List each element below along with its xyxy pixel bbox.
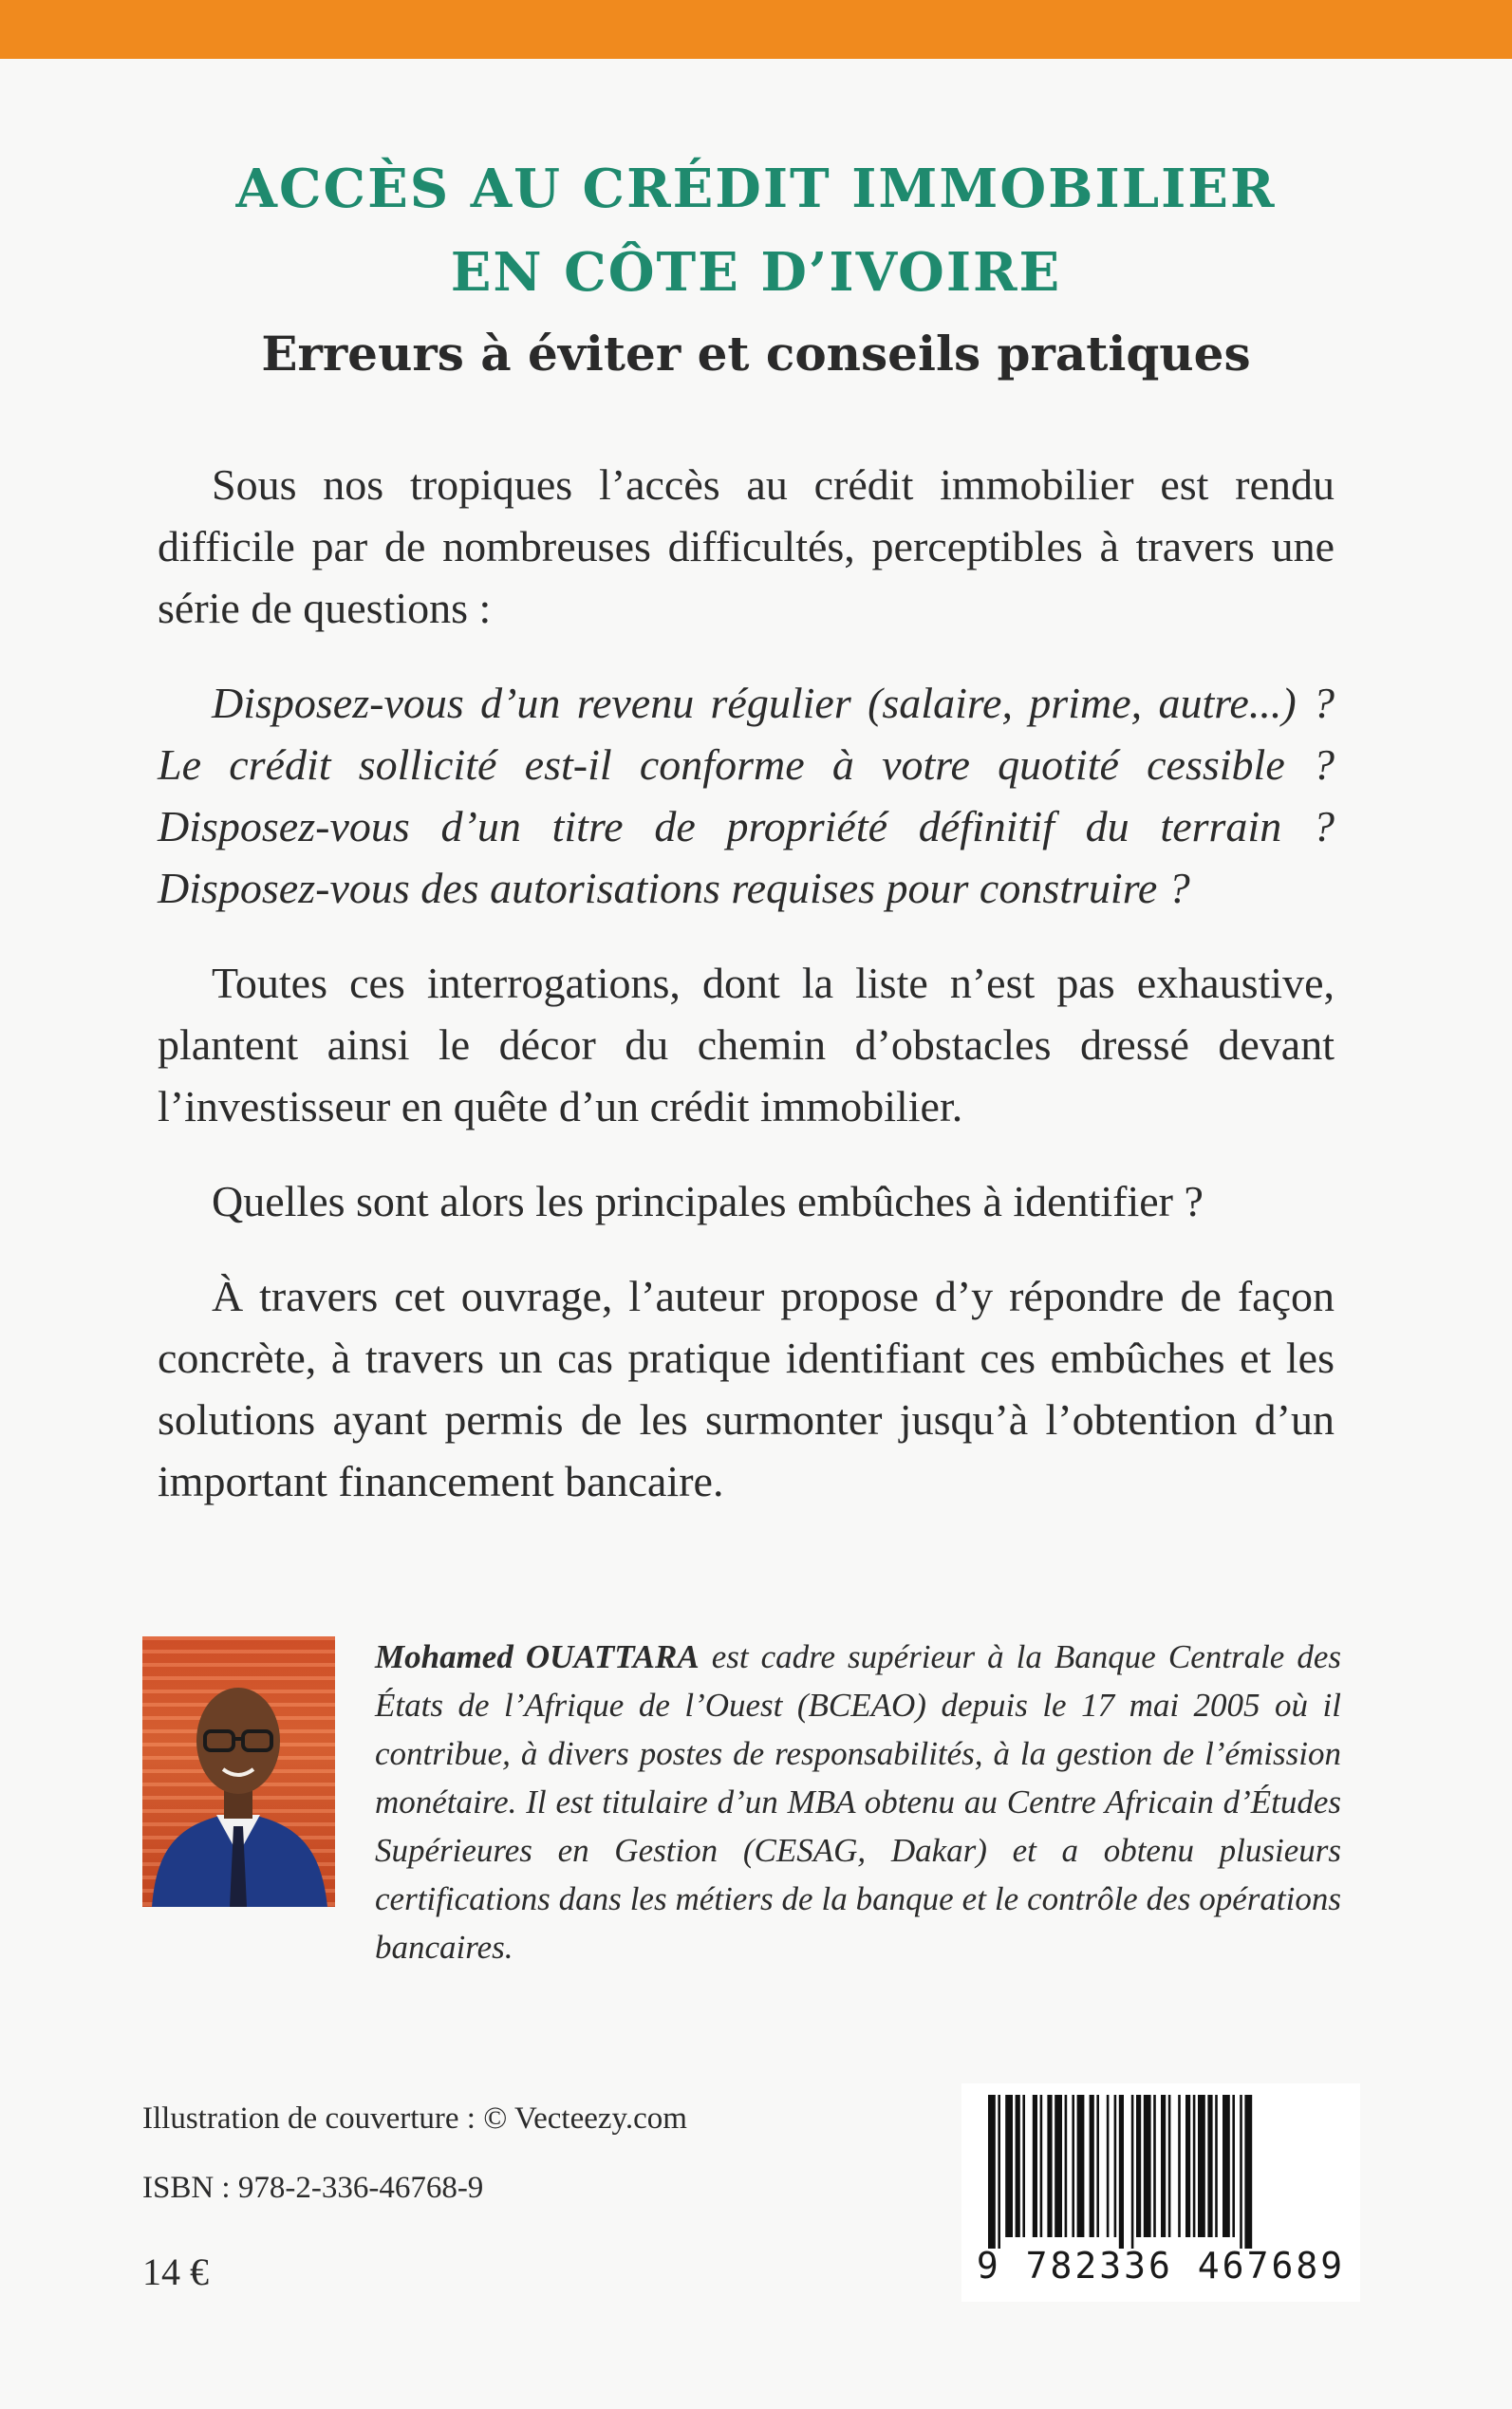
barcode-bar — [1047, 2095, 1052, 2237]
barcode-bar — [1107, 2095, 1110, 2237]
illustration-credit: Illustration de couverture : © Vecteezy.com — [142, 2101, 687, 2136]
barcode-bar — [1153, 2095, 1156, 2237]
barcode-bar — [1240, 2095, 1242, 2249]
barcode-bar — [1185, 2095, 1190, 2237]
barcode-bar — [1244, 2095, 1252, 2249]
blurb-paragraph-4: Quelles sont alors les principales embûches à identifier ? — [212, 1177, 1204, 1225]
barcode-bar — [1090, 2095, 1094, 2237]
barcode-bar — [1033, 2095, 1037, 2237]
barcode-bar — [1065, 2095, 1068, 2237]
barcode-bar — [1215, 2095, 1218, 2237]
barcode-bar — [1005, 2095, 1013, 2237]
barcode-bar — [1055, 2095, 1062, 2237]
author-photo — [142, 1636, 335, 1907]
barcode-bar — [1022, 2095, 1025, 2237]
barcode-bar — [1144, 2095, 1151, 2237]
barcode-bar — [1119, 2095, 1124, 2249]
barcode-bar — [1131, 2095, 1134, 2249]
barcode-bar — [1114, 2095, 1117, 2237]
book-title-line-2: EN CÔTE D’IVOIRE — [450, 241, 1062, 304]
title-block — [0, 147, 1512, 400]
barcode-bar — [1207, 2095, 1212, 2237]
blurb-paragraph-1: Sous nos tropiques l’accès au crédit immobilier est rendu difficile par de nombreuses difficultés, perceptibles à travers une série de questions : — [158, 460, 1335, 632]
blurb — [158, 454, 1335, 1545]
price: 14 € — [142, 2250, 209, 2293]
barcode-bar — [1016, 2095, 1020, 2237]
barcode-bar — [998, 2095, 1000, 2249]
barcode-bar — [1136, 2095, 1141, 2237]
blurb-paragraph-3: Toutes ces interrogations, dont la liste n’est pas exhaustive, plantent ainsi le décor du chemin d’obstacles dressé devant l’investisseur en quête d’un crédit immobilier. — [158, 959, 1335, 1130]
barcode-bar — [1168, 2095, 1171, 2237]
isbn: ISBN : 978-2-336-46768-9 — [142, 2171, 484, 2205]
book-subtitle: Erreurs à éviter et conseils pratiques — [261, 326, 1251, 382]
blurb-paragraph-5: À travers cet ouvrage, l’auteur propose d’y répondre de façon concrète, à travers un cas pratique identifiant ces embûches et les solutions ayant permis de les surmonter jusqu’à l’obtention d’un important financement bancaire. — [158, 1272, 1335, 1505]
barcode-digits: 9 782336 467689 — [976, 2245, 1346, 2287]
barcode-bar — [1223, 2095, 1230, 2237]
blurb-questions: Disposez-vous d’un revenu régulier (salaire, prime, autre...) ? Le crédit sollicité est-il conforme à votre quotité cessible ? Disposez-vous d’un titre de propriété définitif du terrain ? Disposez-vous des autorisations requises pour construire ? — [158, 679, 1335, 912]
barcode-bar — [1072, 2095, 1074, 2237]
barcode-bar — [1232, 2095, 1235, 2237]
isbn-barcode — [961, 2083, 1360, 2302]
author-bio-text: est cadre supérieur à la Banque Centrale des États de l’Afrique de l’Ouest (BCEAO) depuis le 17 mai 2005 où il contribue, à divers postes de responsabilités, à la gestion de l’émission monétaire. Il est titulaire d’un MBA obtenu au Centre Africain d’Études Supérieures en Gestion (CESAG, Dakar) et a obtenu plusieurs certifications dans les métiers de la banque et le contrôle des opérations bancaires. — [375, 1638, 1342, 1966]
barcode-bar — [1193, 2095, 1196, 2237]
top-color-band — [0, 0, 1512, 59]
barcode-bar — [1040, 2095, 1043, 2237]
author-name: Mohamed OUATTARA — [375, 1638, 700, 1675]
barcode-bar — [988, 2095, 996, 2249]
author-bio — [375, 1633, 1341, 1971]
barcode-bars — [988, 2095, 1334, 2249]
barcode-bar — [1178, 2095, 1181, 2237]
barcode-bar — [1198, 2095, 1205, 2237]
book-title-line-1: ACCÈS AU CRÉDIT IMMOBILIER — [235, 158, 1277, 220]
barcode-bar — [1077, 2095, 1085, 2237]
barcode-bar — [1096, 2095, 1099, 2237]
barcode-bar — [1161, 2095, 1166, 2237]
